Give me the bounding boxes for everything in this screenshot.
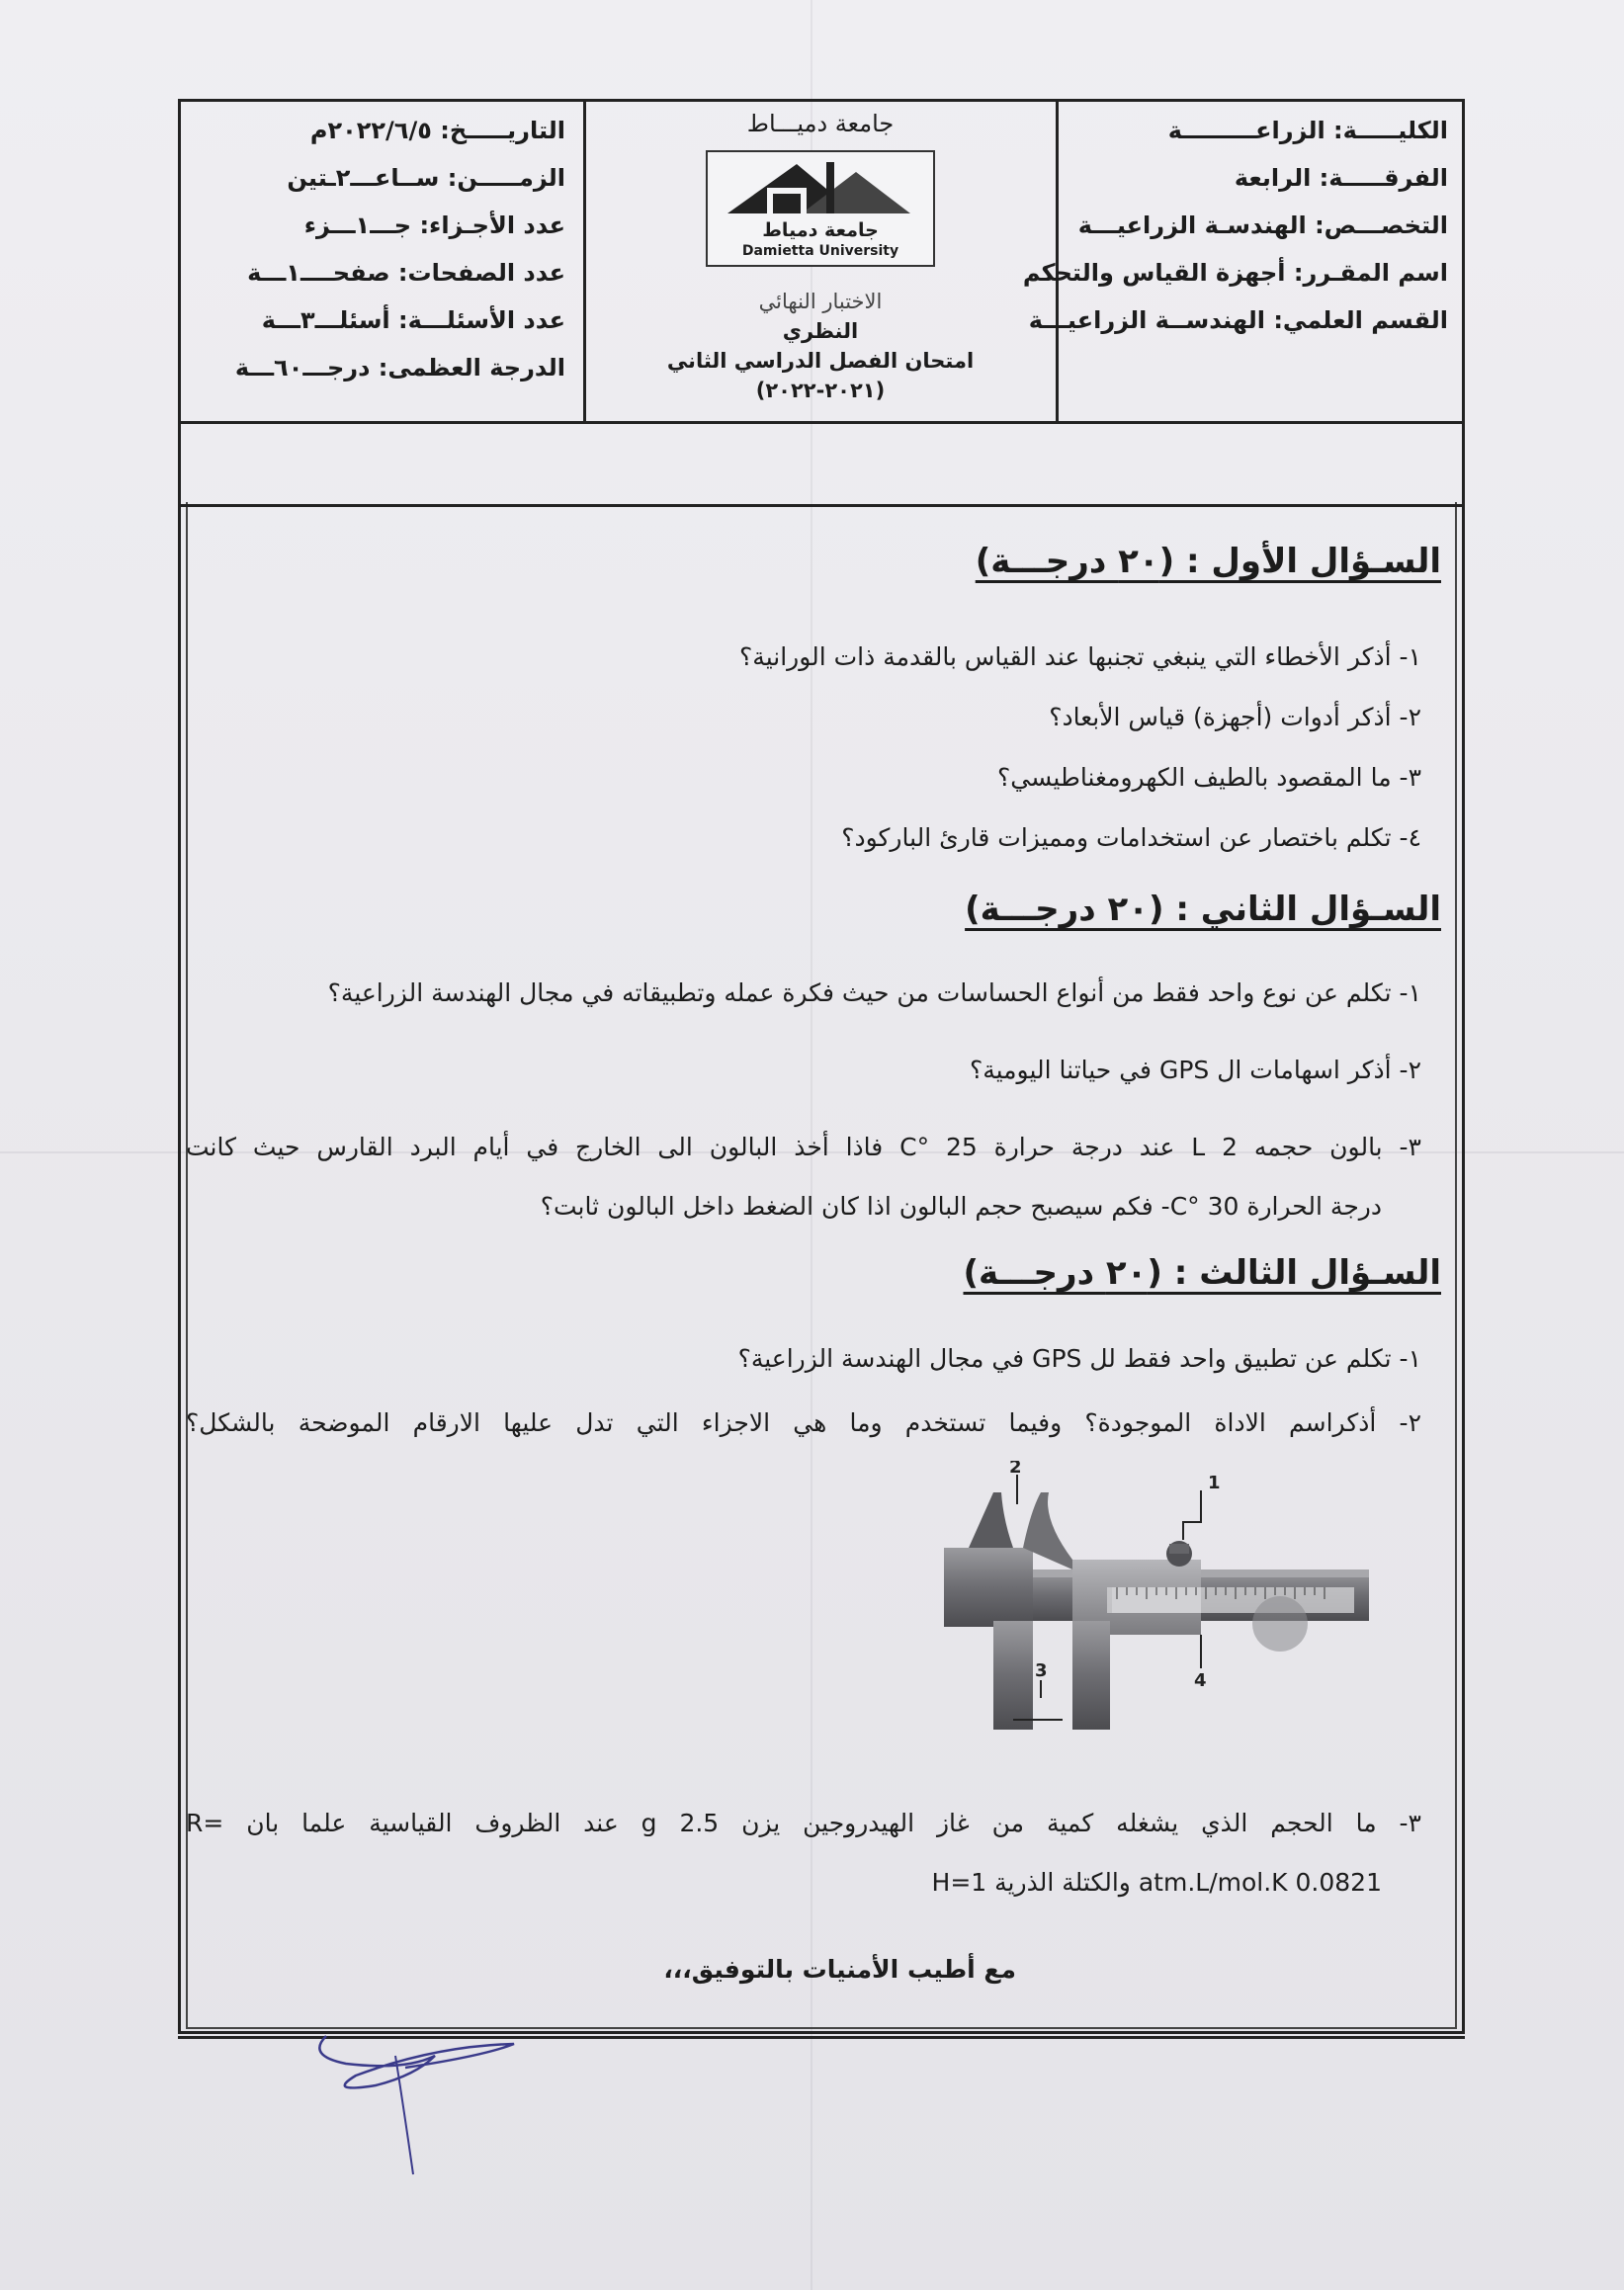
- header-divider-2: [178, 504, 1465, 507]
- university-name: جامعة دميـــاط: [746, 110, 895, 137]
- question-1-item-4: ٤- تكلم باختصار عن استخدامات ومميزات قارئ الباركود؟: [841, 823, 1421, 852]
- study-year: الفرقـــــة: الرابعة: [1234, 164, 1448, 192]
- university-logo: [706, 150, 935, 267]
- specialization: التخصـــص: الهندسـة الزراعيـــة: [1077, 212, 1448, 239]
- question-2-title: السـؤال الثاني : (٢٠ درجـــة): [965, 890, 1441, 929]
- figure-label-3: 3: [1035, 1660, 1048, 1681]
- question-3-item-2: ٢- أذكراسم الاداة الموجودة؟ وفيما تستخدم وما هي الاجزاء التي تدل عليها الارقام الموضحة بالشكل؟: [186, 1408, 1421, 1437]
- signature: [287, 2016, 583, 2194]
- question-1-title: السـؤال الأول : (٢٠ درجـــة): [975, 542, 1441, 581]
- figure-label-4: 4: [1194, 1670, 1207, 1691]
- parts-count: عدد الأجـزاء: جـــ١ـــزء: [303, 212, 565, 239]
- exam-duration: الزمـــــن: ســاعـــ٢ـتين: [287, 164, 565, 192]
- logo-mark-icon: [708, 154, 933, 223]
- exam-kind: النظري: [782, 319, 859, 343]
- logo-english-text: Damietta University: [741, 243, 899, 259]
- course-name: اسم المقـرر: أجهزة القياس والتحكم: [1022, 259, 1448, 287]
- question-1-item-1: ١- أذكر الأخطاء التي ينبغي تجنبها عند القياس بالقدمة ذات الورانية؟: [739, 642, 1421, 671]
- figure-label-1: 1: [1208, 1473, 1221, 1493]
- question-2-item-3: ٣- بالون حجمه 2 L عند درجة حرارة 25 °C فاذا أخذ البالون الى الخارج في أيام البرد القارس حيث كانت: [186, 1133, 1421, 1161]
- department: القسم العلمي: الهندســة الزراعيـــة: [1028, 306, 1448, 334]
- caliper-fixed-jaw: [944, 1492, 1033, 1730]
- question-3-item-1: ١- تكلم عن تطبيق واحد فقط لل GPS في مجال الهندسة الزراعية؟: [737, 1344, 1421, 1373]
- exam-date: التاريـــــخ: ٢٠٢٢/٦/٥م: [309, 117, 565, 144]
- question-3-item-3-continuation: 0.0821 atm.L/mol.K والكتلة الذرية H=1: [931, 1868, 1382, 1897]
- question-2-item-3-continuation: درجة الحرارة 30 °C- فكم سيصبح حجم البالون اذا كان الضغط داخل البالون ثابت؟: [540, 1192, 1382, 1221]
- header-university: [586, 107, 1055, 405]
- semester: امتحان الفصل الدراسي الثاني: [666, 349, 975, 373]
- vernier-caliper-figure: [924, 1461, 1379, 1757]
- question-3-title: السـؤال الثالث : (٢٠ درجـــة): [963, 1253, 1441, 1293]
- question-2-item-1: ١- تكلم عن نوع واحد فقط من أنواع الحساسات من حيث فكرة عمله وتطبيقاته في مجال الهندسة الزراعية؟: [327, 978, 1421, 1007]
- figure-label-2: 2: [1009, 1461, 1022, 1478]
- question-1-item-2: ٢- أذكر أدوات (أجهزة) قياس الأبعاد؟: [1049, 703, 1421, 731]
- question-2-item-2: ٢- أذكر اسهامات ال GPS في حياتنا اليومية؟: [969, 1056, 1421, 1084]
- questions-count: عدد الأسئلـــة: أسئلـــ٣ـــة: [261, 306, 565, 334]
- logo-arabic-text: جامعة دمياط: [762, 219, 879, 241]
- academic-year: (٢٠٢١-٢٠٢٢): [755, 379, 886, 402]
- exam-type: الاختبار النهائي: [758, 290, 883, 313]
- closing-wishes: مع أطيب الأمنيات بالتوفيق،،،: [663, 1955, 1016, 1984]
- faculty: الكليـــــة: الزراعـــــــــة: [1167, 117, 1448, 144]
- question-3-item-3: ٣- ما الحجم الذي يشغله كمية من غاز الهيدروجين يزن 2.5 g عند الظروف القياسية علما بان =R: [186, 1809, 1421, 1837]
- pages-count: عدد الصفحات: صفحــــ١ـــة: [247, 259, 565, 287]
- header-exam-info: [190, 107, 565, 391]
- header-divider: [178, 421, 1465, 424]
- max-grade: الدرجة العظمى: درجـــ٦٠ـــة: [234, 354, 565, 382]
- header-course-info: [1022, 107, 1448, 344]
- question-1-item-3: ٣- ما المقصود بالطيف الكهرومغناطيسي؟: [997, 763, 1421, 792]
